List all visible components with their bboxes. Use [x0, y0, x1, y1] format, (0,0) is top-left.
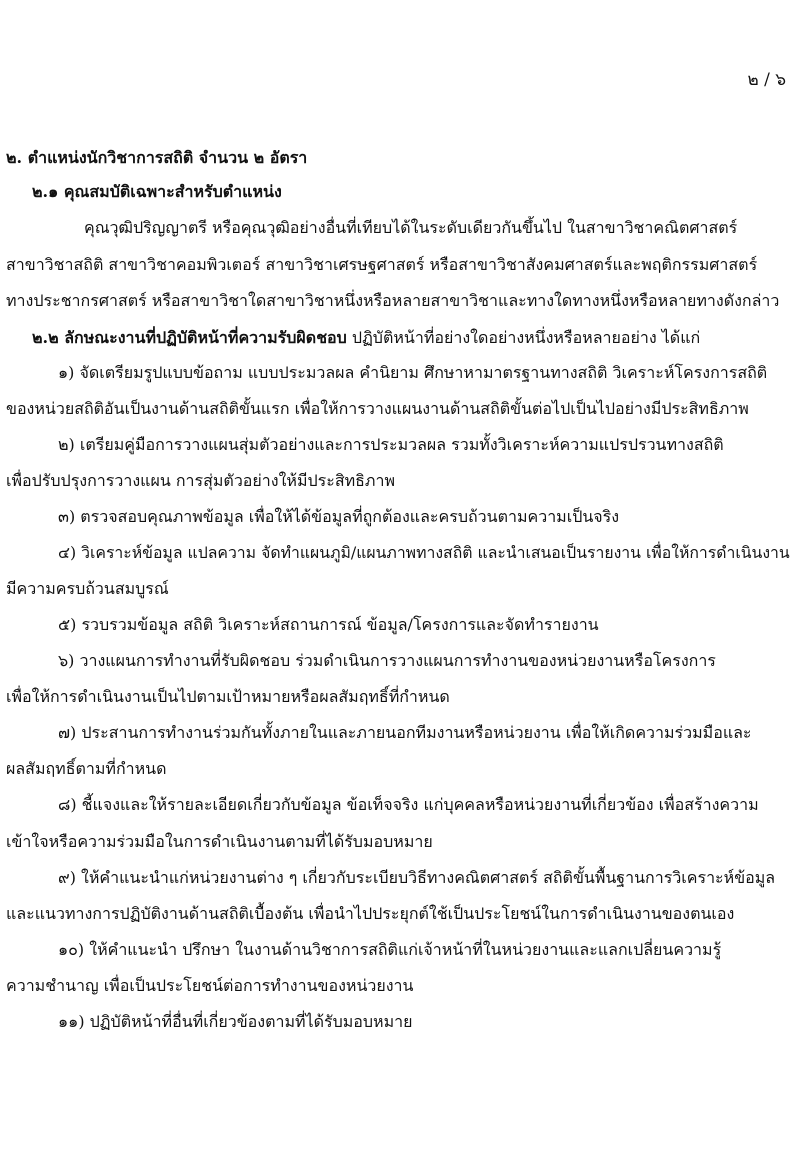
- duty-item-line: และแนวทางการปฏิบัติงานด้านสถิติเบื้องต้น เพื่อนำไปประยุกต์ใช้เป็นประโยชน์ในการดำเนินงานของตนเอง: [6, 904, 735, 923]
- duty-item-line: ๔) วิเคราะห์ข้อมูล แปลความ จัดทำแผนภูมิ/แผนภาพทางสถิติ และนำเสนอเป็นรายงาน เพื่อให้การดำเนินงาน: [58, 543, 790, 562]
- duties-heading-line: [32, 326, 790, 350]
- subsection-title-duties: ๒.๒ ลักษณะงานที่ปฏิบัติหน้าที่ความรับผิดชอบ: [32, 328, 347, 347]
- duty-item-line: ๑๐) ให้คำแนะนำ ปรึกษา ในงานด้านวิชาการสถิติแก่เจ้าหน้าที่ในหน่วยงานและแลกเปลี่ยนความรู้: [58, 940, 722, 959]
- subsection-title-qualification: ๒.๑ คุณสมบัติเฉพาะสำหรับตำแหน่ง: [32, 182, 282, 201]
- duty-item-line: ผลสัมฤทธิ์ตามที่กำหนด: [6, 759, 167, 778]
- paragraph-line: ทางประชากรศาสตร์ หรือสาขาวิชาใดสาขาวิชาหนึ่งหรือหลายสาขาวิชาและทางใดทางหนึ่งหรือหลายทางดังกล่าว: [6, 291, 780, 310]
- duty-item-line: ความชำนาญ เพื่อเป็นประโยชน์ต่อการทำงานของหน่วยงาน: [6, 976, 414, 995]
- duty-item-line: ๕) รวบรวมข้อมูล สถิติ วิเคราะห์สถานการณ์ ข้อมูล/โครงการและจัดทำรายงาน: [58, 615, 599, 634]
- duty-item-line: เพื่อปรับปรุงการวางแผน การสุ่มตัวอย่างให้มีประสิทธิภาพ: [6, 471, 395, 490]
- section-heading: ๒. ตำแหน่งนักวิชาการสถิติ จำนวน ๒ อัตรา: [6, 148, 308, 167]
- duty-item-line: ๑) จัดเตรียมรูปแบบข้อถาม แบบประมวลผล คำนิยาม ศึกษาหามาตรฐานทางสถิติ วิเคราะห์โครงการสถิติ: [58, 363, 768, 382]
- duty-item-line: ๗) ประสานการทำงานร่วมกันทั้งภายในและภายนอกทีมงานหรือหน่วยงาน เพื่อให้เกิดความร่วมมือและ: [58, 723, 752, 742]
- duty-item-line: ๙) ให้คำแนะนำแก่หน่วยงานต่าง ๆ เกี่ยวกับระเบียบวิธีทางคณิตศาสตร์ สถิติขั้นพื้นฐานการวิเคราะห์ข้อมูล: [58, 868, 776, 887]
- paragraph-line: คุณวุฒิปริญญาตรี หรือคุณวุฒิอย่างอื่นที่เทียบได้ในระดับเดียวกันขึ้นไป ในสาขาวิชาคณิตศาสตร์: [84, 218, 738, 237]
- duties-intro: ปฏิบัติหน้าที่อย่างใดอย่างหนึ่งหรือหลายอย่าง ได้แก่: [351, 328, 701, 347]
- duty-item-line: ๑๑) ปฏิบัติหน้าที่อื่นที่เกี่ยวข้องตามที่ได้รับมอบหมาย: [58, 1012, 413, 1031]
- duty-item-line: ๘) ชี้แจงและให้รายละเอียดเกี่ยวกับข้อมูล ข้อเท็จจริง แก่บุคคลหรือหน่วยงานที่เกี่ยวข้อง เพื่อสร้างความ: [58, 795, 759, 814]
- duty-item-line: มีความครบถ้วนสมบูรณ์: [6, 579, 169, 598]
- duty-item-line: เพื่อให้การดำเนินงานเป็นไปตามเป้าหมายหรือผลสัมฤทธิ์ที่กำหนด: [6, 687, 450, 706]
- duty-item-line: ๖) วางแผนการทำงานที่รับผิดชอบ ร่วมดำเนินการวางแผนการทำงานของหน่วยงานหรือโครงการ: [58, 651, 716, 670]
- duty-item-line: ของหน่วยสถิติอันเป็นงานด้านสถิติขั้นแรก เพื่อให้การวางแผนงานด้านสถิติขั้นต่อไปเป็นไปอย่างมีประสิทธิภาพ: [6, 399, 749, 418]
- duty-item-line: ๓) ตรวจสอบคุณภาพข้อมูล เพื่อให้ได้ข้อมูลที่ถูกต้องและครบถ้วนตามความเป็นจริง: [58, 507, 620, 526]
- page-number: ๒ / ๖: [747, 70, 786, 90]
- paragraph-line: สาขาวิชาสถิติ สาขาวิชาคอมพิวเตอร์ สาขาวิชาเศรษฐศาสตร์ หรือสาขาวิชาสังคมศาสตร์และพฤติกรรมศาสตร์: [6, 255, 758, 274]
- duty-item-line: เข้าใจหรือความร่วมมือในการดำเนินงานตามที่ได้รับมอบหมาย: [6, 832, 433, 851]
- duty-item-line: ๒) เตรียมคู่มือการวางแผนสุ่มตัวอย่างและการประมวลผล รวมทั้งวิเคราะห์ความแปรปรวนทางสถิติ: [58, 435, 724, 454]
